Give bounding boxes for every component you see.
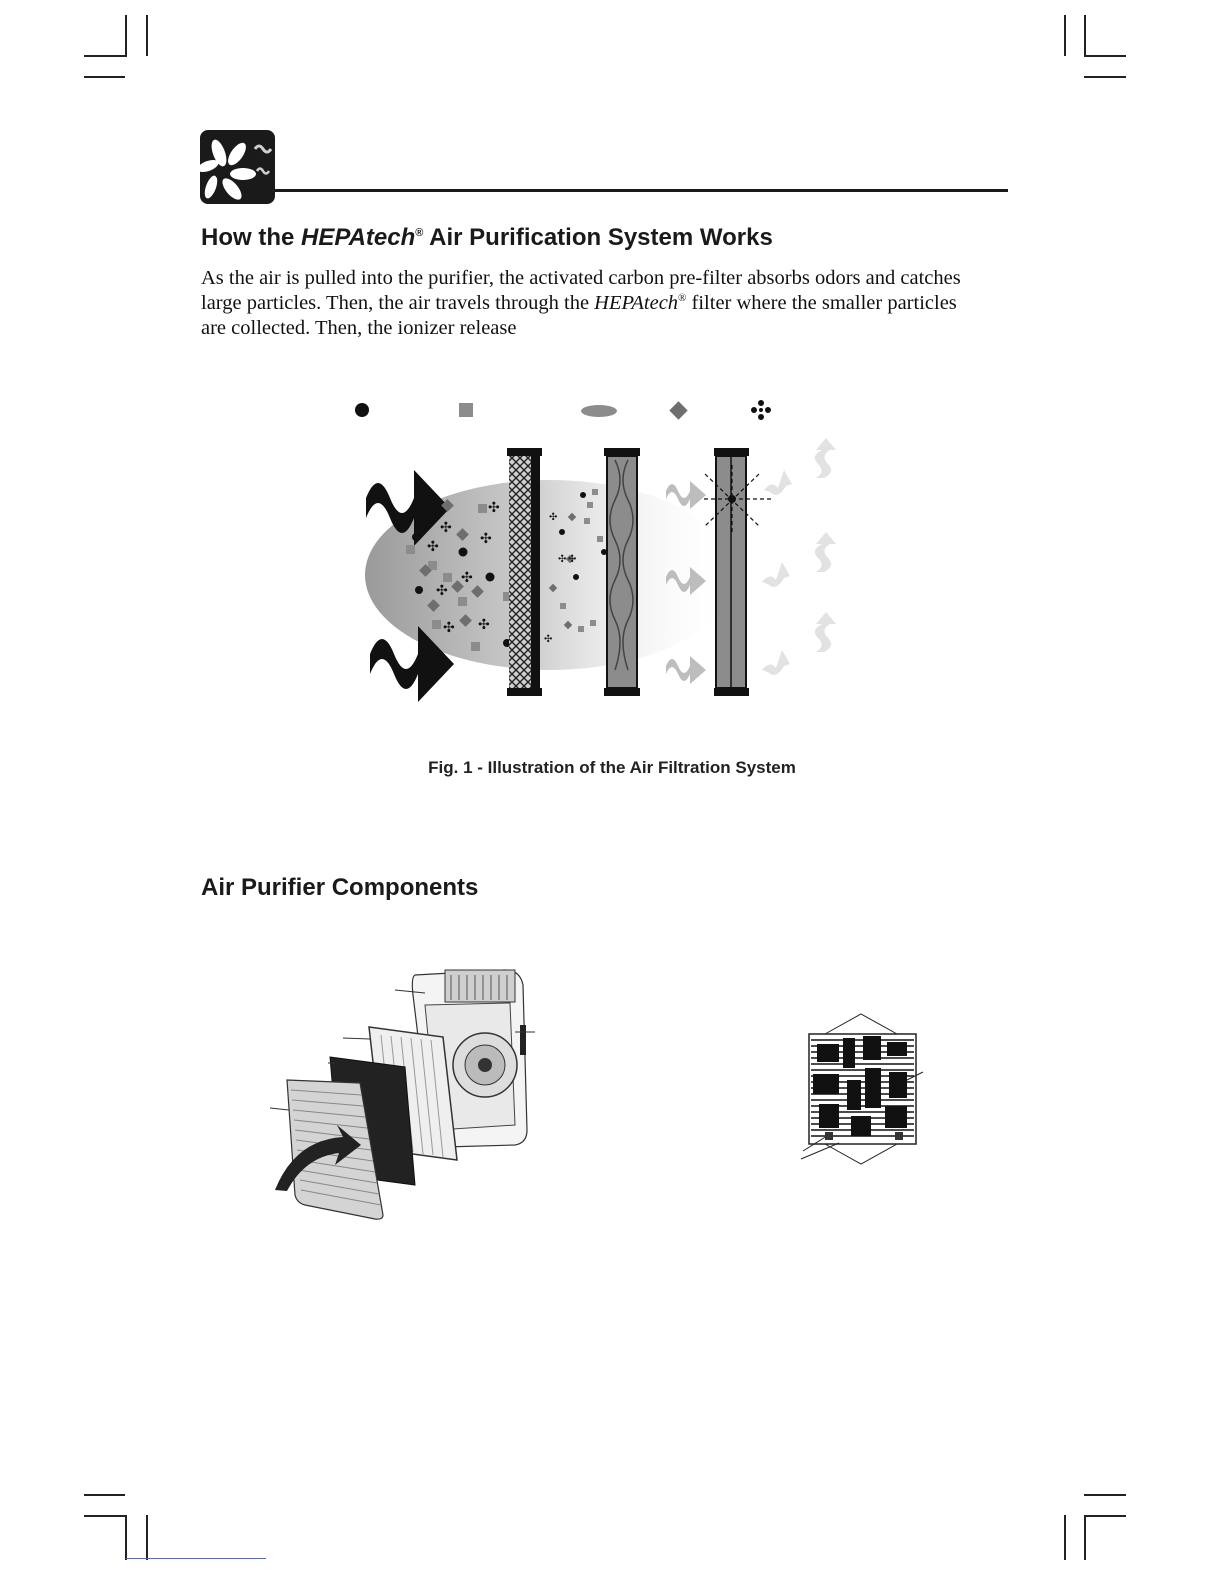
particle-cross-icon bbox=[751, 400, 771, 420]
svg-text:✣: ✣ bbox=[461, 570, 473, 586]
hepa-filter-detail bbox=[795, 1008, 930, 1168]
svg-text:✣: ✣ bbox=[488, 500, 500, 516]
section-title-components: Air Purifier Components bbox=[201, 874, 479, 901]
svg-text:✣: ✣ bbox=[436, 583, 448, 599]
svg-text:✣: ✣ bbox=[478, 617, 490, 633]
svg-text:✣: ✣ bbox=[549, 512, 558, 523]
page-link-underline bbox=[126, 1558, 266, 1559]
svg-text:✣: ✣ bbox=[427, 539, 439, 555]
particle-square-icon bbox=[459, 403, 473, 417]
svg-text:✣: ✣ bbox=[443, 620, 455, 636]
intro-paragraph: As the air is pulled into the purifier, the activated carbon pre-filter absorbs odors and catches large particles. Then, the air travels through the HEPAtech® filter where the smaller particles are collected. Then, the ionizer release bbox=[201, 267, 961, 339]
particle-circle-icon bbox=[355, 403, 369, 417]
svg-text:✣: ✣ bbox=[568, 554, 577, 565]
svg-text:✣: ✣ bbox=[558, 554, 567, 565]
figure-caption: Fig. 1 - Illustration of the Air Filtration System bbox=[428, 758, 796, 777]
svg-text:✣: ✣ bbox=[544, 634, 553, 645]
header-rule bbox=[270, 189, 1008, 192]
purifier-exploded-view bbox=[265, 965, 540, 1225]
fan-logo-icon bbox=[199, 129, 277, 206]
particle-oval-icon bbox=[581, 405, 617, 417]
section-title-how-it-works: How the HEPAtech® Air Purification System Works bbox=[201, 224, 773, 251]
air-filtration-illustration bbox=[340, 390, 860, 710]
svg-text:✣: ✣ bbox=[480, 531, 492, 547]
particle-diamond-icon bbox=[669, 401, 687, 419]
svg-text:✣: ✣ bbox=[440, 520, 452, 536]
